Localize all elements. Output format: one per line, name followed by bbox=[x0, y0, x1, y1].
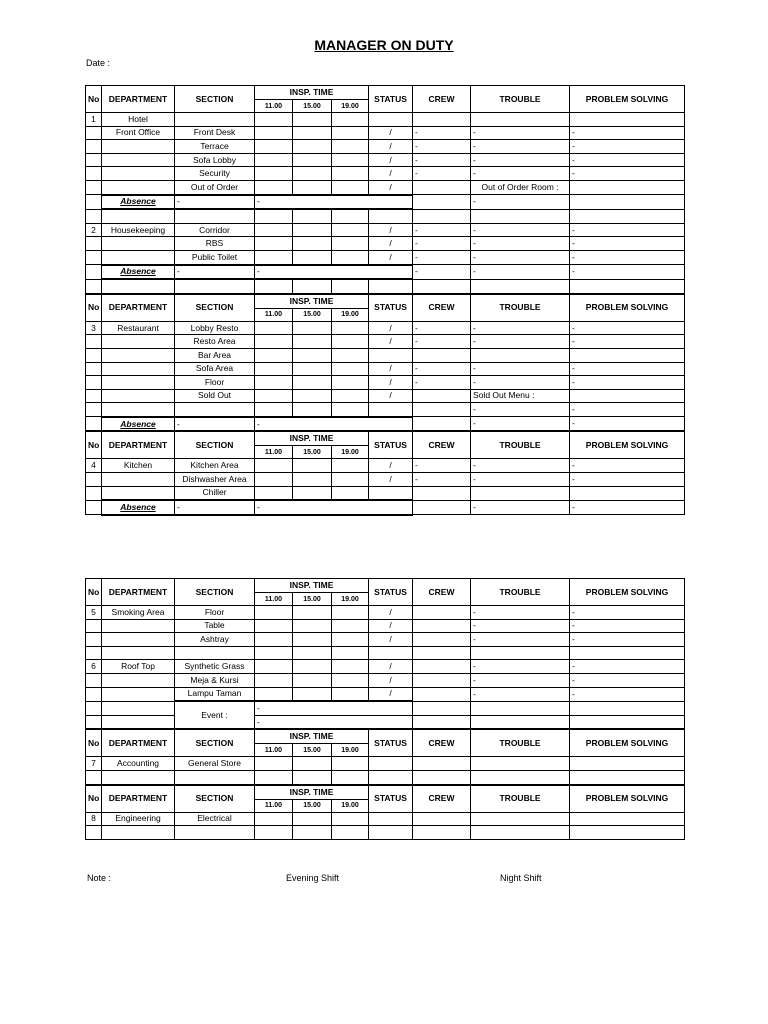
header-crew: CREW bbox=[413, 785, 471, 813]
status-cell[interactable]: / bbox=[369, 606, 413, 620]
header-time-1500: 15.00 bbox=[293, 100, 332, 113]
problem-solving-cell[interactable]: - bbox=[570, 321, 685, 335]
section-name: Meja & Kursi bbox=[175, 673, 255, 687]
header-time-1900: 19.00 bbox=[332, 308, 369, 321]
table-header-row bbox=[86, 785, 685, 800]
problem-solving-cell[interactable]: - bbox=[570, 167, 685, 181]
header-time-1900: 19.00 bbox=[332, 100, 369, 113]
trouble-cell[interactable]: - bbox=[471, 376, 570, 390]
trouble-cell[interactable]: - bbox=[471, 195, 570, 210]
evening-shift-label: Evening Shift bbox=[286, 873, 340, 883]
table-row bbox=[86, 167, 685, 181]
header-crew: CREW bbox=[413, 86, 471, 113]
absence-cell[interactable]: - bbox=[255, 195, 413, 210]
absence-row bbox=[86, 195, 685, 210]
header-no: No bbox=[86, 431, 102, 459]
header-department: DEPARTMENT bbox=[102, 729, 175, 757]
date-label: Date : bbox=[86, 58, 111, 68]
event-row bbox=[86, 701, 685, 715]
header-time-1900: 19.00 bbox=[332, 744, 369, 757]
header-trouble: TROUBLE bbox=[471, 294, 570, 322]
table-row bbox=[86, 126, 685, 140]
header-insp-time: INSP. TIME bbox=[255, 86, 369, 100]
event-cell[interactable]: - bbox=[255, 715, 413, 729]
header-status: STATUS bbox=[369, 579, 413, 606]
table-row bbox=[86, 223, 685, 237]
problem-solving-cell[interactable]: - bbox=[570, 673, 685, 687]
header-status: STATUS bbox=[369, 785, 413, 813]
header-no: No bbox=[86, 785, 102, 813]
crew-cell[interactable]: - bbox=[413, 250, 471, 264]
header-time-1900: 19.00 bbox=[332, 593, 369, 606]
section-name: Sofa Area bbox=[175, 362, 255, 376]
header-time-1100: 11.00 bbox=[255, 308, 293, 321]
section-name: Floor bbox=[175, 376, 255, 390]
dept-no: 5 bbox=[86, 606, 102, 620]
status-cell[interactable]: / bbox=[369, 237, 413, 251]
absence-label: Absence bbox=[102, 195, 175, 210]
problem-solving-cell[interactable]: - bbox=[570, 362, 685, 376]
header-status: STATUS bbox=[369, 86, 413, 113]
header-status: STATUS bbox=[369, 431, 413, 459]
problem-solving-cell[interactable]: - bbox=[570, 265, 685, 280]
problem-solving-cell[interactable]: - bbox=[570, 660, 685, 674]
header-trouble: TROUBLE bbox=[471, 729, 570, 757]
problem-solving-cell[interactable]: - bbox=[570, 473, 685, 487]
header-status: STATUS bbox=[369, 294, 413, 322]
event-label: Event : bbox=[175, 701, 255, 729]
header-crew: CREW bbox=[413, 431, 471, 459]
table-row bbox=[86, 486, 685, 500]
trouble-cell[interactable]: - bbox=[471, 473, 570, 487]
crew-cell[interactable]: - bbox=[413, 167, 471, 181]
table-row bbox=[86, 757, 685, 771]
header-section: SECTION bbox=[175, 729, 255, 757]
problem-solving-cell[interactable]: - bbox=[570, 335, 685, 349]
table-header-row bbox=[86, 579, 685, 593]
status-cell[interactable]: / bbox=[369, 619, 413, 633]
header-department: DEPARTMENT bbox=[102, 785, 175, 813]
table-row bbox=[86, 619, 685, 633]
dept-no: 6 bbox=[86, 660, 102, 674]
section-name: Table bbox=[175, 619, 255, 633]
header-trouble: TROUBLE bbox=[471, 86, 570, 113]
dept-name: Roof Top bbox=[102, 660, 175, 674]
trouble-cell[interactable]: - bbox=[471, 250, 570, 264]
section-name: Lampu Taman bbox=[175, 687, 255, 701]
table-row bbox=[86, 687, 685, 701]
status-cell[interactable]: / bbox=[369, 335, 413, 349]
note-label: Note : bbox=[87, 873, 112, 883]
header-trouble: TROUBLE bbox=[471, 785, 570, 813]
header-department: DEPARTMENT bbox=[102, 86, 175, 113]
header-crew: CREW bbox=[413, 729, 471, 757]
status-cell[interactable]: / bbox=[369, 126, 413, 140]
section-name: Out of Order bbox=[175, 180, 255, 194]
header-section: SECTION bbox=[175, 785, 255, 813]
trouble-note[interactable]: Sold Out Menu : bbox=[471, 389, 570, 403]
absence-cell[interactable]: - bbox=[255, 417, 413, 432]
section-name: Floor bbox=[175, 606, 255, 620]
section-name: Bar Area bbox=[175, 348, 255, 362]
duty-table-secondary bbox=[85, 578, 685, 840]
header-time-1500: 15.00 bbox=[293, 593, 332, 606]
trouble-cell[interactable]: - bbox=[471, 362, 570, 376]
section-name: Security bbox=[175, 167, 255, 181]
trouble-cell[interactable]: - bbox=[471, 417, 570, 432]
trouble-cell[interactable]: - bbox=[471, 619, 570, 633]
absence-cell[interactable]: - bbox=[255, 500, 413, 515]
trouble-cell[interactable]: - bbox=[471, 403, 570, 417]
table-row bbox=[86, 389, 685, 403]
status-cell[interactable]: / bbox=[369, 459, 413, 473]
header-time-1900: 19.00 bbox=[332, 446, 369, 459]
absence-row bbox=[86, 417, 685, 432]
problem-solving-cell[interactable]: - bbox=[570, 237, 685, 251]
status-cell[interactable]: / bbox=[369, 140, 413, 154]
header-section: SECTION bbox=[175, 294, 255, 322]
crew-cell[interactable]: - bbox=[413, 459, 471, 473]
header-time-1500: 15.00 bbox=[293, 799, 332, 812]
crew-cell[interactable]: - bbox=[413, 126, 471, 140]
table-row bbox=[86, 153, 685, 167]
trouble-cell[interactable]: - bbox=[471, 633, 570, 647]
crew-cell[interactable]: - bbox=[413, 376, 471, 390]
crew-cell[interactable]: - bbox=[413, 473, 471, 487]
table-row bbox=[86, 362, 685, 376]
header-problem-solving: PROBLEM SOLVING bbox=[570, 579, 685, 606]
dept-subname: Front Office bbox=[102, 126, 175, 140]
header-time-1100: 11.00 bbox=[255, 593, 293, 606]
trouble-cell[interactable]: - bbox=[471, 321, 570, 335]
dept-name: Smoking Area bbox=[102, 606, 175, 620]
problem-solving-cell[interactable]: - bbox=[570, 403, 685, 417]
table-header-row bbox=[86, 431, 685, 446]
header-problem-solving: PROBLEM SOLVING bbox=[570, 431, 685, 459]
spacer-row bbox=[86, 826, 685, 840]
section-name: Sold Out bbox=[175, 389, 255, 403]
problem-solving-cell[interactable]: - bbox=[570, 619, 685, 633]
dept-name: Accounting bbox=[102, 757, 175, 771]
trouble-cell[interactable]: - bbox=[471, 660, 570, 674]
header-section: SECTION bbox=[175, 86, 255, 113]
problem-solving-cell[interactable]: - bbox=[570, 140, 685, 154]
table-header-row bbox=[86, 86, 685, 100]
header-status: STATUS bbox=[369, 729, 413, 757]
section-name: Terrace bbox=[175, 140, 255, 154]
table-row bbox=[86, 113, 685, 127]
table-row bbox=[86, 348, 685, 362]
spacer-row bbox=[86, 279, 685, 294]
dept-no: 2 bbox=[86, 223, 102, 237]
status-cell[interactable]: / bbox=[369, 389, 413, 403]
header-time-1500: 15.00 bbox=[293, 744, 332, 757]
status-cell[interactable]: / bbox=[369, 660, 413, 674]
dept-name: Kitchen bbox=[102, 459, 175, 473]
absence-cell[interactable]: - bbox=[175, 500, 255, 515]
trouble-cell[interactable]: - bbox=[471, 126, 570, 140]
problem-solving-cell[interactable]: - bbox=[570, 376, 685, 390]
dept-no: 1 bbox=[86, 113, 102, 127]
absence-label: Absence bbox=[102, 417, 175, 432]
header-time-1100: 11.00 bbox=[255, 799, 293, 812]
trouble-cell[interactable]: - bbox=[471, 606, 570, 620]
table-row bbox=[86, 673, 685, 687]
table-row bbox=[86, 459, 685, 473]
header-problem-solving: PROBLEM SOLVING bbox=[570, 86, 685, 113]
absence-cell[interactable]: - bbox=[175, 265, 255, 280]
section-name: Public Toilet bbox=[175, 250, 255, 264]
trouble-cell[interactable]: - bbox=[471, 237, 570, 251]
dept-no: 8 bbox=[86, 812, 102, 826]
header-time-1500: 15.00 bbox=[293, 308, 332, 321]
status-cell[interactable]: / bbox=[369, 473, 413, 487]
dept-no: 3 bbox=[86, 321, 102, 335]
dept-name: Engineering bbox=[102, 812, 175, 826]
header-trouble: TROUBLE bbox=[471, 431, 570, 459]
status-cell[interactable]: / bbox=[369, 321, 413, 335]
table-header-row bbox=[86, 294, 685, 309]
header-crew: CREW bbox=[413, 579, 471, 606]
problem-solving-cell[interactable]: - bbox=[570, 250, 685, 264]
header-time-1900: 19.00 bbox=[332, 799, 369, 812]
crew-cell[interactable]: - bbox=[413, 362, 471, 376]
trouble-note[interactable]: Out of Order Room : bbox=[471, 180, 570, 194]
problem-solving-cell[interactable]: - bbox=[570, 417, 685, 432]
dept-name: Housekeeping bbox=[102, 223, 175, 237]
table-row bbox=[86, 473, 685, 487]
duty-table-main bbox=[85, 85, 685, 516]
header-section: SECTION bbox=[175, 579, 255, 606]
header-section: SECTION bbox=[175, 431, 255, 459]
status-cell[interactable]: / bbox=[369, 633, 413, 647]
crew-cell[interactable]: - bbox=[413, 237, 471, 251]
trouble-cell[interactable]: - bbox=[471, 500, 570, 515]
section-name: Corridor bbox=[175, 223, 255, 237]
problem-solving-cell[interactable]: - bbox=[570, 126, 685, 140]
trouble-cell[interactable]: - bbox=[471, 153, 570, 167]
section-name: Resto Area bbox=[175, 335, 255, 349]
trouble-cell[interactable]: - bbox=[471, 459, 570, 473]
status-cell[interactable]: / bbox=[369, 687, 413, 701]
problem-solving-cell[interactable]: - bbox=[570, 459, 685, 473]
absence-row bbox=[86, 500, 685, 515]
header-insp-time: INSP. TIME bbox=[255, 579, 369, 593]
dept-no: 7 bbox=[86, 757, 102, 771]
section-name: Sofa Lobby bbox=[175, 153, 255, 167]
problem-solving-cell[interactable]: - bbox=[570, 500, 685, 515]
trouble-cell[interactable]: - bbox=[471, 223, 570, 237]
table-header-row bbox=[86, 729, 685, 744]
header-time-1500: 15.00 bbox=[293, 446, 332, 459]
section-name: Kitchen Area bbox=[175, 459, 255, 473]
dept-no: 4 bbox=[86, 459, 102, 473]
absence-cell[interactable]: - bbox=[255, 265, 413, 280]
trouble-cell[interactable]: - bbox=[471, 265, 570, 280]
header-problem-solving: PROBLEM SOLVING bbox=[570, 785, 685, 813]
table-row bbox=[86, 237, 685, 251]
table-row bbox=[86, 250, 685, 264]
status-cell[interactable]: / bbox=[369, 250, 413, 264]
page-title: MANAGER ON DUTY bbox=[314, 37, 454, 53]
status-cell[interactable]: / bbox=[369, 362, 413, 376]
absence-cell[interactable]: - bbox=[175, 417, 255, 432]
section-name: Front Desk bbox=[175, 126, 255, 140]
header-no: No bbox=[86, 579, 102, 606]
trouble-cell[interactable]: - bbox=[471, 687, 570, 701]
table-row bbox=[86, 606, 685, 620]
status-cell[interactable]: / bbox=[369, 376, 413, 390]
section-name: Ashtray bbox=[175, 633, 255, 647]
header-insp-time: INSP. TIME bbox=[255, 785, 369, 800]
status-cell[interactable]: / bbox=[369, 153, 413, 167]
problem-solving-cell[interactable]: - bbox=[570, 223, 685, 237]
section-name: Lobby Resto bbox=[175, 321, 255, 335]
problem-solving-cell[interactable]: - bbox=[570, 633, 685, 647]
header-trouble: TROUBLE bbox=[471, 579, 570, 606]
spacer-row bbox=[86, 770, 685, 784]
table-row bbox=[86, 660, 685, 674]
crew-cell[interactable]: - bbox=[413, 335, 471, 349]
problem-solving-cell[interactable]: - bbox=[570, 606, 685, 620]
status-cell[interactable]: / bbox=[369, 180, 413, 194]
header-time-1100: 11.00 bbox=[255, 100, 293, 113]
trouble-cell[interactable]: - bbox=[471, 167, 570, 181]
crew-cell[interactable]: - bbox=[413, 265, 471, 280]
spacer-row bbox=[86, 209, 685, 223]
table-row bbox=[86, 180, 685, 194]
header-problem-solving: PROBLEM SOLVING bbox=[570, 729, 685, 757]
header-no: No bbox=[86, 86, 102, 113]
absence-label: Absence bbox=[102, 500, 175, 515]
problem-solving-cell[interactable]: - bbox=[570, 687, 685, 701]
header-department: DEPARTMENT bbox=[102, 431, 175, 459]
night-shift-label: Night Shift bbox=[500, 873, 542, 883]
status-cell[interactable]: / bbox=[369, 673, 413, 687]
header-insp-time: INSP. TIME bbox=[255, 294, 369, 309]
section-name: Electrical bbox=[175, 812, 255, 826]
header-department: DEPARTMENT bbox=[102, 294, 175, 322]
event-cell[interactable]: - bbox=[255, 701, 413, 715]
absence-cell[interactable]: - bbox=[175, 195, 255, 210]
dept-name: Hotel bbox=[102, 113, 175, 127]
section-name: General Store bbox=[175, 757, 255, 771]
header-problem-solving: PROBLEM SOLVING bbox=[570, 294, 685, 322]
section-name: Chiller bbox=[175, 486, 255, 500]
table-row bbox=[86, 321, 685, 335]
section-name: Synthetic Grass bbox=[175, 660, 255, 674]
section-name: RBS bbox=[175, 237, 255, 251]
section-name: Dishwasher Area bbox=[175, 473, 255, 487]
trouble-cell[interactable]: - bbox=[471, 335, 570, 349]
crew-cell[interactable]: - bbox=[413, 321, 471, 335]
header-insp-time: INSP. TIME bbox=[255, 729, 369, 744]
trouble-cell[interactable]: - bbox=[471, 673, 570, 687]
header-time-1100: 11.00 bbox=[255, 744, 293, 757]
trouble-cell[interactable]: - bbox=[471, 140, 570, 154]
dept-name: Restaurant bbox=[102, 321, 175, 335]
header-department: DEPARTMENT bbox=[102, 579, 175, 606]
table-row bbox=[86, 140, 685, 154]
table-row bbox=[86, 403, 685, 417]
absence-row bbox=[86, 265, 685, 280]
crew-cell[interactable]: - bbox=[413, 153, 471, 167]
table-row bbox=[86, 335, 685, 349]
header-no: No bbox=[86, 294, 102, 322]
header-crew: CREW bbox=[413, 294, 471, 322]
spacer-row bbox=[86, 646, 685, 660]
absence-label: Absence bbox=[102, 265, 175, 280]
problem-solving-cell[interactable]: - bbox=[570, 153, 685, 167]
status-cell[interactable]: / bbox=[369, 167, 413, 181]
header-time-1100: 11.00 bbox=[255, 446, 293, 459]
table-row bbox=[86, 633, 685, 647]
table-row bbox=[86, 812, 685, 826]
header-insp-time: INSP. TIME bbox=[255, 431, 369, 446]
crew-cell[interactable]: - bbox=[413, 140, 471, 154]
header-no: No bbox=[86, 729, 102, 757]
crew-cell[interactable]: - bbox=[413, 223, 471, 237]
status-cell[interactable]: / bbox=[369, 223, 413, 237]
table-row bbox=[86, 376, 685, 390]
